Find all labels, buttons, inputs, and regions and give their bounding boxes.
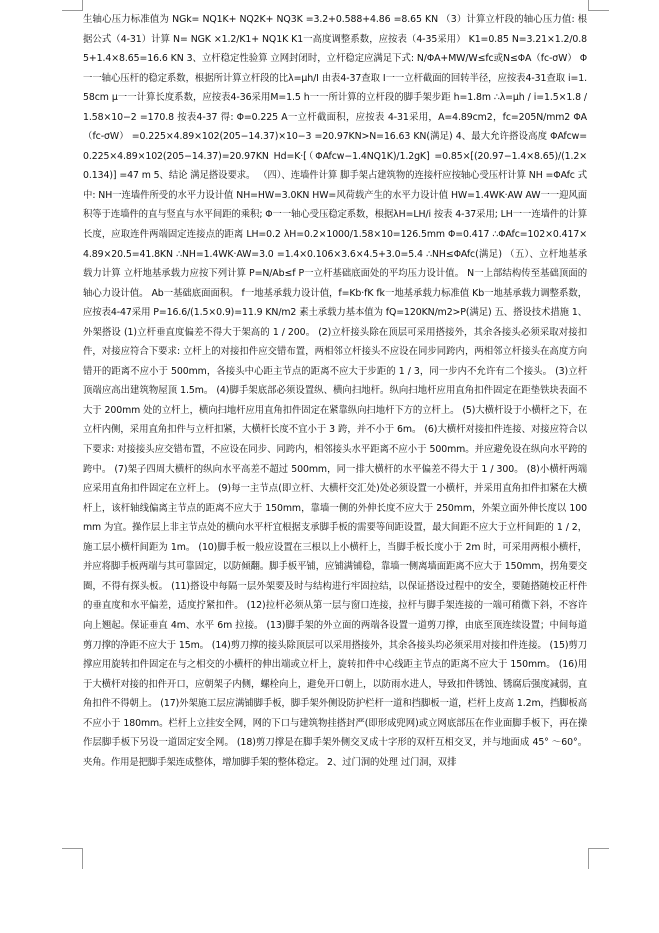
corner-mark-bottom-left xyxy=(62,848,83,869)
corner-mark-bottom-right xyxy=(588,848,609,869)
corner-mark-top-right xyxy=(588,0,609,11)
body-text: 生轴心压力标准值为 NGk= NQ1K+ NQ2K+ NQ3K =3.2+0.588+4.86 =8.65 KN （3）计算立杆段的轴心压力值: 根据公式（4-31）计算 N= NGK ×1.2/K1+ NQ1K K1一高度调整系数，应按表（4-35采用） K1=0.85 N=3.21×1.2/0.85+1.4×8.65=16.6 KN 3、立杆稳定性验算 立网封闭时，立杆稳定应满足下式: N/ΦA+MW/W≤fc或N≤ΦA（fc-σW） Φ一一轴心压杆的稳定系数，根据所计算立杆段的比λ=μh/I 由表4-37查取 I一一立杆截面的回转半径，应按表4-31查取 i=1.58cm μ一一计算长度系数，应按表4-36采用M=1.5 h一一所计算的立杆段的脚手架步距 h=1.8m ∴λ=μh / i=1.5×1.8 / 1.58×10−2 =170.8 按表4-37 得: Φ=0.225 A一立杆截面积，应按表 4-31采用，A=4.89cm2，fc=205N/mm2 ΦA（fc-σW） =0.225×4.89×102(205−14.37)×10−3 =20.97KN>N=16.63 KN(满足) 4、最大允许搭设高度 ΦAfcw=0.225×4.89×102(205−14.37)=20.97KN Hd=K·[（ΦAfcw−1.4NQ1K)/1.2gK] =0.85×[(20.97−1.4×8.65)/(1.2×0.134)] =47 m 5、结论 满足搭设要求。 （四）、连墙件计算 脚手架占建筑物的连接杆应按轴心受压杆计算 NH =ΦAfc 式中: NH一连墙件所受的水平力设计值 NH=HW=3.0KN HW=风荷载产生的水平力设计值 HW=1.4WK·AW AW一一迎风面积等于连墙件的直与竖直与水平间距的乘积; Φ一一轴心受压稳定系数，根据λH=LH/i 按表 4-37采用; LH一一连墙件的计算长度，应取连件两端固定连接点的距离 LH=0.2 λH=0.2×1000/1.58×10=126.5mm Φ=0.417 ∴ΦAfc=102×0.417×4.89×20.5=41.8KN ∴NH=1.4WK·AW=3.0 =1.4×0.106×3.6×4.5+3.0=5.4 ∴NH≤ΦAfc(满足) （五）、立杆地基承载力计算 立杆地基承载力应按下列计算 P=N/Ab≤f P一立杆基础底面处的平均压力设计值。 N一上部结构传至基础顶面的轴心力设计值。 Ab一基础底面面积。 f一地基承载力设计值，f=Kb·fK fk一地基承载力标准值 Kb一地基承载力调整系数，应按表4-47采用 P=16.6/(1.5×0.9)=11.9 KN/m2 素土承载力基本值为 fQ=120KN/m2>P(满足) 五、搭设技术措施 1、外架搭设 (1)立杆垂直度偏差不得大于架高的 1 / 200。 (2)立杆接头除在顶层可采用搭接外，其余各接头必须采取对接扣件，对接应符合下要求: 立杆上的对接扣件应交错布置，两相邻立杆接头不应设在同步同跨内，两相邻立杆接头在高度方向错开的距离不应小于 500mm，各接头中心距主节点的距离不应大于步距的 1 / 3，同一步内不允许有二个接头。 (3)立杆顶端应高出建筑物屋顶 1.5m。 (4)脚手架底部必须设置纵、横向扫地杆。纵向扫地杆应用直角扣件固定在距垫铁块表面不大于 200mm 处的立杆上，横向扫地杆应用直角扣件固定在紧靠纵向扫地杆下方的立杆上。 (5)大横杆设于小横杆之下，在立杆内侧，采用直角扣件与立杆扣紧，大横杆长度不宜小于 3 跨，并不小于 6m。 (6)大横杆对接扣件连接、对接应符合以下要求: 对接接头应交错布置，不应设在同步、同跨内，相邻接头水平距离不应小于 500mm。并应避免设在纵向水平跨的跨中。 (7)架子四周大横杆的纵向水平高差不超过 500mm，同一排大横杆的水平偏差不得大于 1 / 300。 (8)小横杆两端应采用直角扣件固定在立杆上。 (9)每一主节点(即立杆、大横杆交汇处)处必须设置一小横杆，并采用直角扣件扣紧在大横杆上，该杆轴线偏离主节点的距离不应大于 150mm，靠墙一侧的外伸长度不应大于 250mm，外架立面外伸长度以 100mm 为宜。操作层上非主节点处的横向水平杆宜根据支承脚手板的需要等间距设置，最大间距不应大于立杆间距的 1 / 2，施工层小横杆间距为 1m。 (10)脚手板一般应设置在三根以上小横杆上，当脚手板长度小于 2m 时，可采用两根小横杆，并应将脚手板两端与其可靠固定，以防倾翻。脚手板平铺，应铺满铺稳，靠墙一侧离墙面距离不应大于 150mm，拐角要交圈，不得有探头板。 (11)搭设中每隔一层外架要及时与结构进行牢固拉结，以保证搭设过程中的安全，要随搭随校正杆件的垂直度和水平偏差，适度拧紧扣件。 (12)拉杆必须从第一层与窗口连接，拉杆与脚手架连接的一端可稍微下斜，不容许向上翘起。保证垂直 4m、水平 6m 拉接。 (13)脚手架的外立面的两端各设置一道剪刀撑，由底至顶连续设置；中间每道剪刀撑的净距不应大于 15m。 (14)剪刀撑的接头除顶层可以采用搭接外，其余各接头均必须采用对接扣件连接。 (15)剪刀撑应用旋转扣件固定在与之相交的小横杆的伸出端或立杆上，旋转扣件中心线距主节点的距离不应大于 150mm。 (16)用于大横杆对接的扣件开口，应朝架子内侧，螺栓向上，避免开口朝上，以防雨水进人，导致扣件锈蚀、锈腐后强度减弱，直角扣件不得朝上。 (17)外架施工层应满铺脚手板，脚手架外侧设防护栏杆一道和挡脚板一道，栏杆上皮高 1.2m，挡脚板高不应小于 180mm。栏杆上立挂安全网，网的下口与建筑物挂搭封严(即形成兜网)或立网底部压在作业面脚手板下，再在操作层脚手板下另设一道固定安全网。 (18)剪刀撑是在脚手架外侧交叉成十字形的双杆互相交叉，并与地面成 45° ～60°。夹角。作用是把脚手架连成整体，增加脚手架的整体稳定。 2、过门洞的处理 过门洞，双排 xyxy=(83,14,587,768)
corner-mark-top-left xyxy=(62,0,83,11)
